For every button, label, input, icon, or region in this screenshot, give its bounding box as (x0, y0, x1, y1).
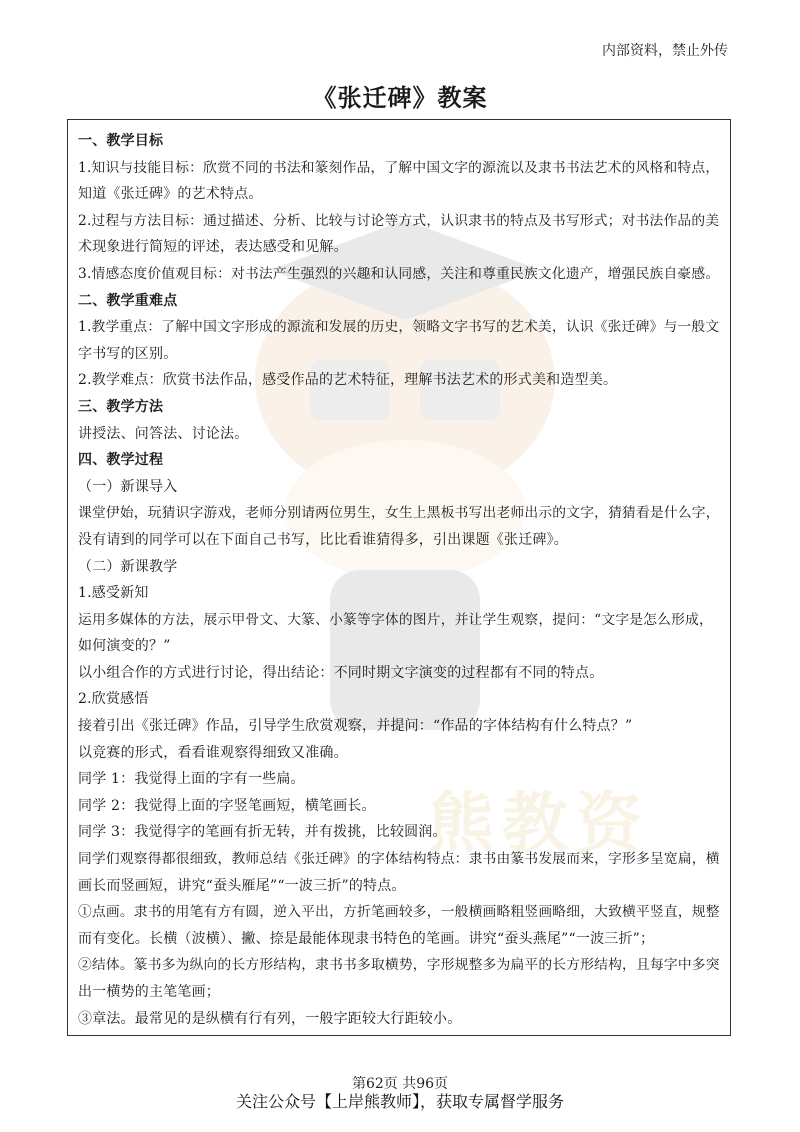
text-line: （一）新课导入 (78, 478, 178, 495)
text-line: 术现象进行简短的评述，表达感受和见解。 (78, 239, 348, 256)
lesson-plan-box (67, 119, 731, 1036)
text-line: 课堂伊始，玩猜识字游戏，老师分别请两位男生，女生上黑板书写出老师出示的文字，猜猜看是什么字， (78, 505, 720, 522)
text-line: 画长而竖画短，讲究“蚕头雁尾”“一波三折”的特点。 (78, 877, 406, 894)
lesson-plan-content (78, 128, 720, 1032)
text-line: 接着引出《张迁碑》作品，引导学生欣赏观察，并提问：“作品的字体结构有什么特点？” (78, 718, 633, 735)
text-line: 没有请到的同学可以在下面自己书写，比比看谁猜得多，引出课题《张迁碑》。 (78, 531, 568, 548)
text-line: 出一横势的主笔笔画； (78, 984, 220, 1000)
text-line: 1.教学重点：了解中国文字形成的源流和发展的历史，领略文字书写的艺术美，认识《张迁碑》与一般文 (78, 319, 720, 336)
text-line: 同学们观察得都很细致，教师总结《张迁碑》的字体结构特点：隶书由篆书发展而来，字形多呈宽扁，横 (78, 851, 720, 868)
text-line: 如何演变的？” (78, 638, 171, 655)
text-line: 同学 2：我觉得上面的字竖笔画短，横笔画长。 (78, 797, 376, 814)
footer-promo: 关注公众号【上岸熊教师】，获取专属督学服务 (235, 1092, 564, 1111)
text-line: 知道《张迁碑》的艺术特点。 (78, 186, 263, 203)
page-title: 《张迁碑》教案 (312, 83, 488, 112)
section-heading: 二、教学重难点 (78, 292, 178, 309)
text-line: （二）新课教学 (78, 558, 178, 575)
text-line: 3.情感态度价值观目标：对书法产生强烈的兴趣和认同感，关注和尊重民族文化遗产，增强民族自豪感。 (78, 265, 720, 282)
text-line: 1.感受新知 (78, 585, 149, 602)
page-number: 第62页 共96页 (351, 1076, 449, 1092)
section-heading: 四、教学过程 (78, 452, 164, 469)
section-heading: 三、教学方法 (78, 398, 164, 415)
section-heading: 一、教学目标 (78, 133, 164, 149)
text-line: 以竞赛的形式，看看谁观察得细致又准确。 (78, 744, 348, 761)
text-line: 运用多媒体的方法，展示甲骨文、大篆、小篆等字体的图片，并让学生观察，提问：“文字是怎么形成， (78, 611, 713, 628)
text-line: 讲授法、问答法、讨论法。 (78, 425, 249, 442)
confidential-note: 内部资料，禁止外传 (602, 43, 728, 59)
text-line: 1.知识与技能目标：欣赏不同的书法和篆刻作品，了解中国文字的源流以及隶书书法艺术的风格和特点， (78, 159, 720, 176)
text-line: 2.过程与方法目标：通过描述、分析、比较与讨论等方式，认识隶书的特点及书写形式；对书法作品的美 (78, 212, 720, 229)
text-line: 而有变化。长横（波横）、撇、捺是最能体现隶书特色的笔画。讲究“蚕头燕尾”“一波三折”； (78, 930, 655, 947)
text-line: 同学 3：我觉得字的笔画有折无转，并有拨挑，比较圆润。 (78, 824, 447, 841)
text-line: 字书写的区别。 (78, 345, 178, 362)
text-line: ①点画。隶书的用笔有方有圆，逆入平出，方折笔画较多，一般横画略粗竖画略细，大致横平竖直，规整 (78, 904, 720, 921)
text-line: 同学 1：我觉得上面的字有一些扁。 (78, 771, 305, 788)
text-line: 2.欣赏感悟 (78, 691, 149, 708)
text-line: ③章法。最常见的是纵横有行有列，一般字距较大行距较小。 (78, 1010, 462, 1027)
text-line: ②结体。篆书多为纵向的长方形结构，隶书书多取横势，字形规整多为扁平的长方形结构，且每字中多突 (78, 957, 720, 974)
text-line: 2.教学难点：欣赏书法作品，感受作品的艺术特征，理解书法艺术的形式美和造型美。 (78, 372, 618, 389)
brand-watermark-text: 熊教资 (428, 785, 650, 862)
text-line: 以小组合作的方式进行讨论，得出结论：不同时期文字演变的过程都有不同的特点。 (78, 664, 604, 681)
